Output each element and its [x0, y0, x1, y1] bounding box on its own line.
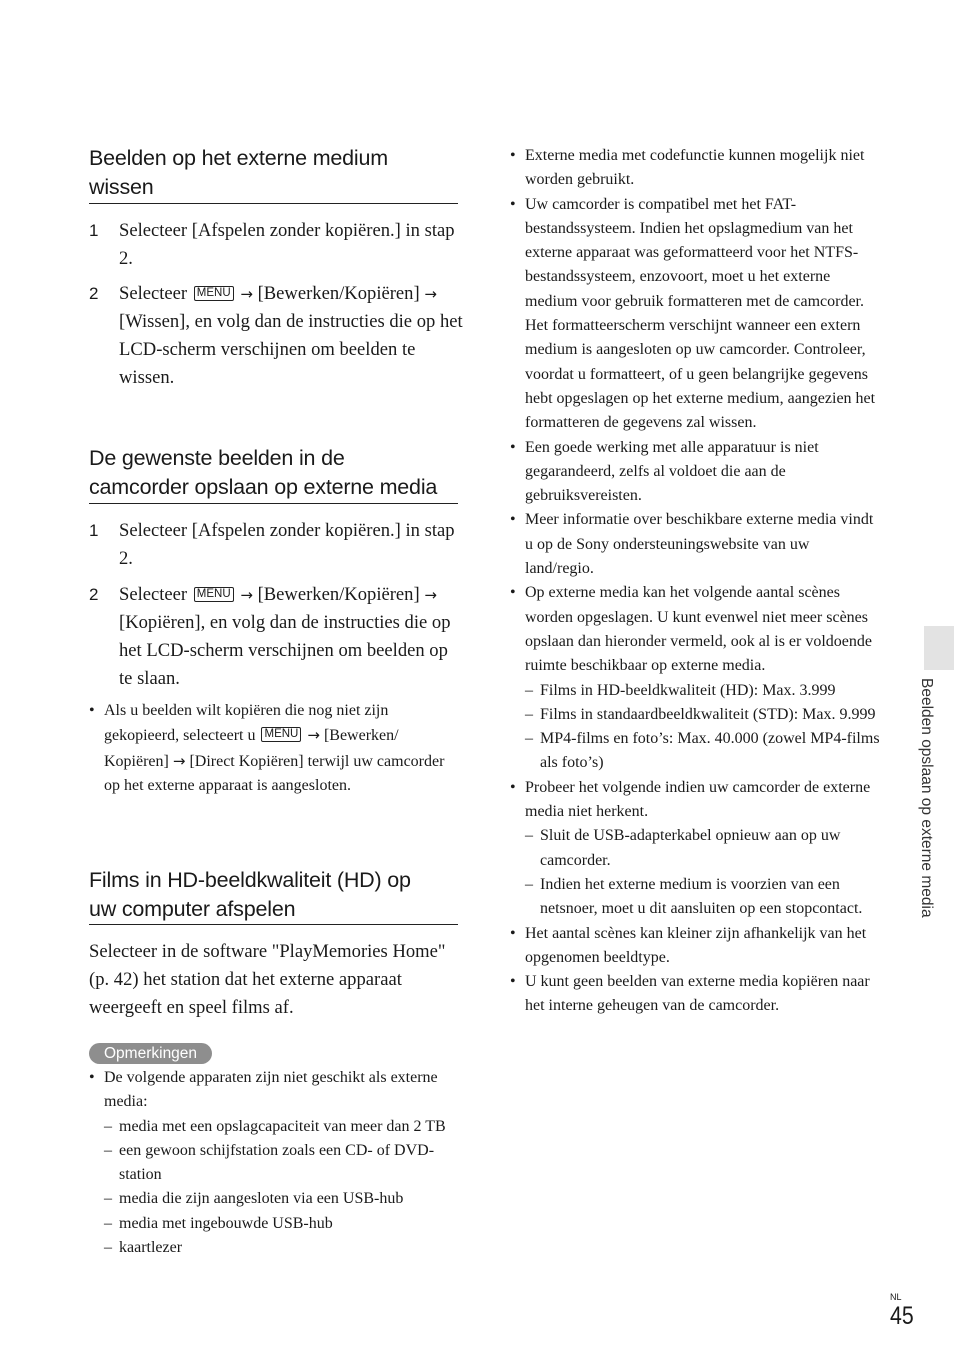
note-text: De volgende apparaten zijn niet geschikt als externe media: [104, 1069, 438, 1111]
sub-list-item [104, 1187, 459, 1211]
heading-rule [89, 503, 458, 504]
side-tab-label: Beelden opslaan op externe media [918, 678, 935, 918]
step-number: 2 [89, 585, 99, 604]
dash-icon: – [104, 1214, 112, 1232]
step-number: 1 [89, 221, 99, 240]
notes-badge: Opmerkingen [89, 1043, 212, 1064]
step-text-part: [Wissen], en volg dan de instructies die op het LCD-scherm verschijnen om beelden te wissen. [119, 311, 463, 388]
list-item [510, 193, 882, 436]
arrow-icon: → [240, 285, 253, 303]
bullet-icon: • [510, 147, 516, 164]
section-heading-opslaan [89, 444, 459, 502]
note-text: Op externe media kan het volgende aantal scènes worden opgeslagen. U kunt evenwel niet meer scènes opslaan dan hieronder vermeld, ook al is er voldoende ruimte beschikbaar op externe media. [525, 584, 872, 675]
bullet-icon: • [510, 511, 516, 529]
sub-list-item [104, 1139, 459, 1188]
list-item [510, 970, 882, 1019]
sub-item-text: Indien het externe medium is voorzien van een netsnoer, moet u dit aansluiten op een stopcontact. [540, 875, 863, 918]
sub-item-text: media met een opslagcapaciteit van meer dan 2 TB [119, 1117, 446, 1135]
note-text: Externe media met codefunctie kunnen mogelijk niet worden gebruikt. [525, 147, 865, 189]
step-number: 1 [89, 521, 99, 540]
sub-item-text: media die zijn aangesloten via een USB-hub [119, 1190, 404, 1208]
step-text-part: [Kopiëren], en volg dan de instructies die op het LCD-scherm verschijnen om beelden op te slaan. [119, 612, 451, 689]
heading-rule [89, 203, 458, 204]
sub-item-text: Films in standaardbeeldkwaliteit (STD): Max. 9.999 [540, 705, 876, 723]
heading-line: camcorder opslaan op externe media [89, 475, 438, 499]
side-tab-marker [924, 626, 954, 670]
bullet-icon: • [510, 973, 516, 991]
list-item [510, 436, 882, 509]
dash-icon: – [525, 681, 533, 699]
sub-list-item [525, 679, 882, 703]
heading-line: De gewenste beelden in de [89, 446, 345, 470]
note-text: [Direct Kopiëren] terwijl uw camcorder op het externe apparaat is aangesloten. [104, 752, 445, 794]
bullet-icon: • [510, 195, 516, 213]
section-heading-wissen [89, 144, 459, 202]
note-text: U kunt geen beelden van externe media kopiëren naar het interne geheugen van de camcorder. [525, 973, 870, 1015]
arrow-icon: → [172, 751, 186, 770]
arrow-icon: → [240, 586, 253, 604]
menu-button-icon: MENU [194, 587, 234, 602]
bullet-icon: • [510, 584, 516, 602]
step-text-part: [Bewerken/Kopiëren] [257, 584, 420, 605]
bullet-icon: • [510, 438, 516, 456]
list-item [89, 1066, 459, 1260]
step-text-part: Selecteer [119, 584, 188, 605]
list-item [510, 144, 882, 193]
menu-button-icon: MENU [261, 727, 301, 742]
step-text: Selecteer [Afspelen zonder kopiëren.] in stap 2. [119, 220, 455, 269]
sub-item-text: Films in HD-beeldkwaliteit (HD): Max. 3.999 [540, 681, 836, 699]
sub-list-item [104, 1212, 459, 1236]
sub-item-text: Sluit de USB-adapterkabel opnieuw aan op uw camcorder. [540, 827, 841, 869]
notes-list-left [89, 1066, 459, 1260]
step-1 [89, 217, 464, 277]
dash-icon: – [525, 730, 533, 748]
note-text: Het aantal scènes kan kleiner zijn afhankelijk van het opgenomen beeldtype. [525, 924, 867, 966]
dash-icon: – [525, 705, 533, 723]
dash-icon: – [104, 1190, 112, 1208]
step-1 [89, 517, 464, 577]
list-item [510, 508, 882, 581]
menu-button-icon: MENU [194, 286, 234, 301]
step-text [119, 581, 464, 693]
page-number-block [890, 1293, 918, 1330]
dash-icon: – [104, 1239, 112, 1257]
sub-item-text: kaartlezer [119, 1239, 183, 1257]
sub-list [525, 824, 882, 921]
step-text-part: [Bewerken/Kopiëren] [257, 283, 420, 304]
note-text: [Bewerken/ Kopiëren] [104, 727, 399, 770]
page-number: 45 [890, 1302, 914, 1330]
bullet-icon: • [510, 778, 516, 796]
bullet-icon: • [89, 702, 95, 719]
arrow-icon: → [307, 726, 320, 745]
note-text: Meer informatie over beschikbare externe media vindt u op de Sony ondersteuningswebsite van uw land/regio. [525, 511, 874, 578]
heading-line: wissen [89, 175, 154, 199]
sub-list-item [104, 1236, 459, 1260]
sub-item-text: media met ingebouwde USB-hub [119, 1214, 333, 1232]
dash-icon: – [104, 1141, 112, 1159]
step-text: Selecteer [Afspelen zonder kopiëren.] in stap 2. [119, 520, 455, 569]
sub-item-text: een gewoon schijfstation zoals een CD- of DVD-station [119, 1141, 435, 1184]
step-2 [89, 280, 464, 400]
sub-list-item [525, 727, 882, 776]
list-item [510, 581, 882, 775]
bullet-icon: • [89, 1069, 95, 1086]
sub-list [104, 1115, 459, 1261]
step-text [119, 280, 464, 392]
note-text: Als u beelden wilt kopiëren die nog niet zijn gekopieerd, selecteert u [104, 702, 389, 745]
notes-list-right [510, 144, 882, 1019]
step-2 [89, 581, 464, 701]
sub-item-text: MP4-films en foto’s: Max. 40.000 (zowel MP4-films als foto’s) [540, 730, 880, 772]
note-copy-direct [89, 699, 451, 798]
list-item [510, 776, 882, 922]
section-body: Selecteer in de software "PlayMemories Home" (p. 42) het station dat het externe apparaat weergeeft en speel films af. [89, 941, 446, 1018]
sub-list-item [104, 1115, 459, 1139]
list-item [510, 922, 882, 971]
note-text: Een goede werking met alle apparatuur is niet gegarandeerd, zelfs al voldoet die aan de gebruiksvereisten. [525, 438, 819, 505]
heading-line: uw computer afspelen [89, 897, 296, 921]
arrow-icon: → [424, 285, 437, 303]
sub-list-item [525, 703, 882, 727]
dash-icon: – [525, 827, 533, 845]
sub-list [525, 679, 882, 776]
note-text: Uw camcorder is compatibel met het FAT-bestandssysteem. Indien het opslagmedium van het externe apparaat was geformatteerd voor het NTFS-bestandssysteem, enzovoort, moet u het externe medium voor gebruik formatteren met de camcorder. Het formatteerscherm verschijnt wanneer een extern medium is aangesloten op uw camcorder. Controleer, voordat u formatteert, of u geen belangrijke gegevens hebt opgeslagen op het externe medium, aangezien het formatteren de gegevens zal wissen. [525, 195, 876, 432]
heading-line: Beelden op het externe medium [89, 146, 388, 170]
language-code: NL [890, 1292, 902, 1302]
list-item [89, 699, 451, 798]
heading-line: Films in HD-beeldkwaliteit (HD) op [89, 868, 411, 892]
note-text: Probeer het volgende indien uw camcorder de externe media niet herkent. [525, 778, 871, 821]
dash-icon: – [525, 875, 533, 893]
sub-list-item [525, 824, 882, 873]
step-text-part: Selecteer [119, 283, 188, 304]
arrow-icon: → [424, 586, 437, 604]
step-number: 2 [89, 284, 99, 303]
bullet-icon: • [510, 924, 516, 942]
section-heading-films-hd [89, 866, 459, 924]
dash-icon: – [104, 1117, 112, 1135]
sub-list-item [525, 873, 882, 922]
heading-rule [89, 924, 458, 925]
